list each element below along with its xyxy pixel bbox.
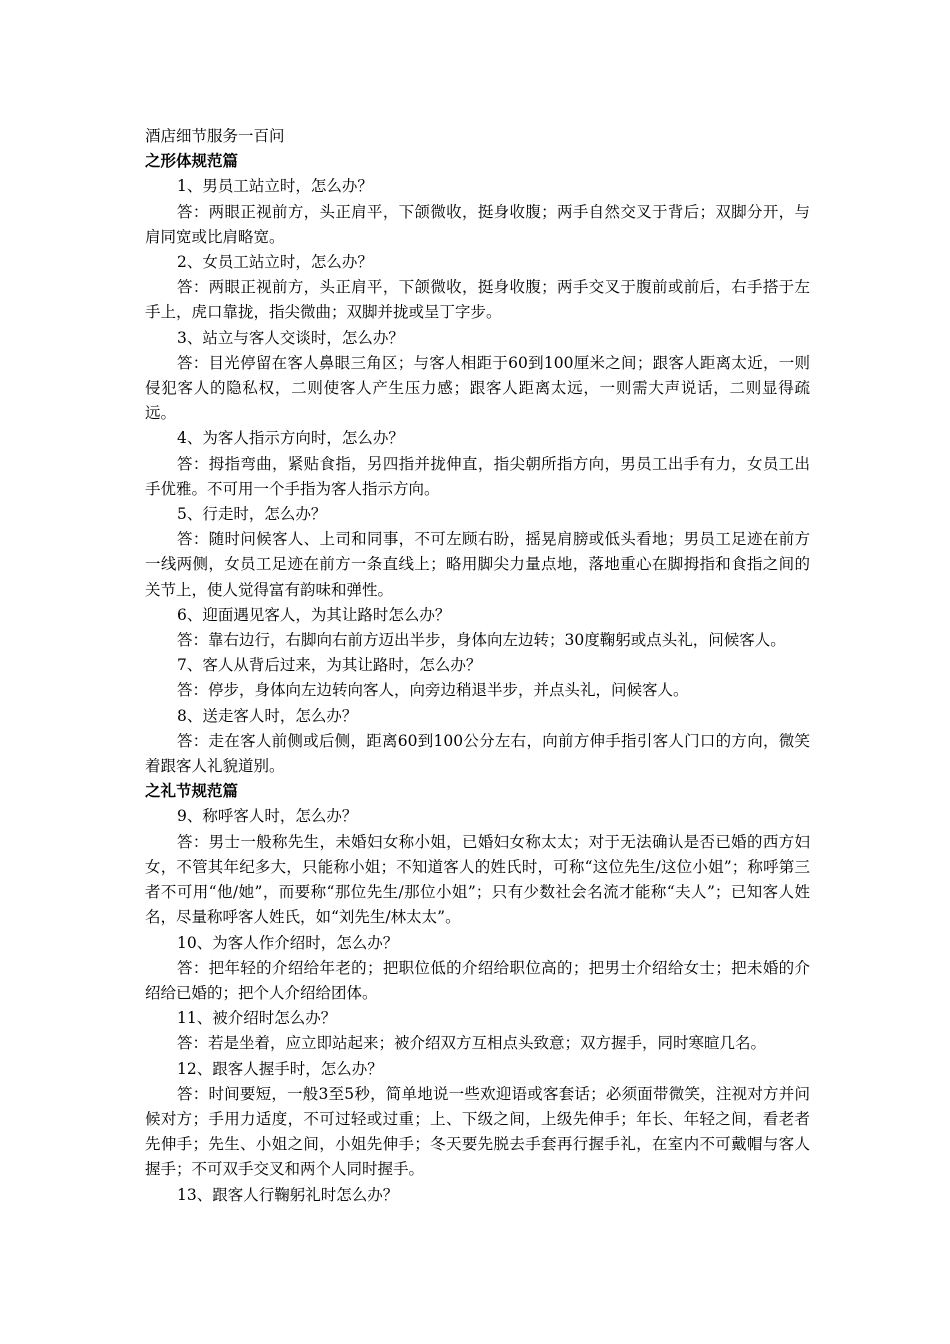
section-heading: 之礼节规范篇 (145, 782, 239, 801)
document-page (145, 124, 810, 1208)
document-title: 酒店细节服务一百问 (145, 127, 285, 145)
answer: 答：靠右边行，右脚向右前方迈出半步，身体向左边转；30度鞠躬或点头礼，问候客人。 (177, 631, 786, 650)
question: 3、站立与客人交谈时，怎么办？ (177, 328, 404, 347)
document-body (145, 149, 810, 1208)
question: 11、被介绍时怎么办？ (177, 1009, 337, 1028)
answer: 答：随时问候客人、上司和同事，不可左顾右盼，摇晃肩膀或低头看地；男员工足迹在前方一线两侧，女员工足迹在前方一条直线上；略用脚尖力量点地，落地重心在脚拇指和食指之间的关节上，使人觉得富有韵味和弹性。 (145, 530, 810, 599)
question: 9、称呼客人时，怎么办？ (177, 807, 358, 826)
answer: 答：目光停留在客人鼻眼三角区；与客人相距于60到100厘米之间；跟客人距离太近，一则侵犯客人的隐私权，二则使客人产生压力感；跟客人距离太远，一则需大声说话，二则显得疏远。 (145, 353, 810, 423)
answer: 答：拇指弯曲，紧贴食指，另四指并拢伸直，指尖朝所指方向，男员工出手有力，女员工出手优雅。不可用一个手指为客人指示方向。 (145, 454, 810, 498)
question: 13、跟客人行鞠躬礼时怎么办？ (177, 1185, 399, 1204)
question: 7、客人从背后过来，为其让路时，怎么办？ (177, 656, 482, 675)
answer: 答：把年轻的介绍给年老的；把职位低的介绍给职位高的；把男士介绍给女士；把未婚的介绍给已婚的；把个人介绍给团体。 (145, 958, 810, 1002)
answer: 答：若是坐着，应立即站起来；被介绍双方互相点头致意；双方握手，同时寒暄几名。 (177, 1034, 767, 1053)
question: 2、女员工站立时，怎么办？ (177, 253, 373, 272)
question: 6、迎面遇见客人，为其让路时怎么办？ (177, 605, 451, 624)
question: 4、为客人指示方向时，怎么办？ (177, 429, 404, 448)
question: 12、跟客人握手时，怎么办？ (177, 1059, 383, 1078)
question: 10、为客人作介绍时，怎么办？ (177, 933, 399, 952)
question: 8、送走客人时，怎么办？ (177, 706, 358, 725)
answer: 答：两眼正视前方，头正肩平，下颌微收，挺身收腹；两手自然交叉于背后；双脚分开，与肩同宽或比肩略宽。 (145, 202, 810, 246)
question: 5、行走时，怎么办？ (177, 505, 327, 524)
section-heading: 之形体规范篇 (145, 152, 239, 171)
answer: 答：男士一般称先生，未婚妇女称小姐，已婚妇女称太太；对于无法确认是否已婚的西方妇女，不管其年纪多大，只能称小姐；不知道客人的姓氏时，可称“这位先生/这位小姐”；称呼第三者不可用“他/她”，而要称“那位先生/那位小姐”；只有少数社会名流才能称“夫人”；已知客人姓名，尽量称呼客人姓氏，如“刘先生/林太太”。 (145, 832, 810, 927)
answer: 答：两眼正视前方，头正肩平，下颌微收，挺身收腹；两手交叉于腹前或前后，右手搭于左手上，虎口靠拢，指尖微曲；双脚并拢或呈丁字步。 (145, 278, 810, 322)
answer: 答：走在客人前侧或后侧，距离60到100公分左右，向前方伸手指引客人门口的方向，微笑着跟客人礼貌道别。 (145, 731, 810, 776)
question: 1、男员工站立时，怎么办？ (177, 177, 373, 196)
answer: 答：时间要短，一般3至5秒，简单地说一些欢迎语或客套话；必须面带微笑，注视对方并问候对方；手用力适度，不可过轻或过重；上、下级之间，上级先伸手；年长、年轻之间，看老者先伸手；先生、小姐之间，小姐先伸手；冬天要先脱去手套再行握手礼，在室内不可戴帽与客人握手；不可双手交叉和两个人同时握手。 (145, 1084, 810, 1179)
answer: 答：停步，身体向左边转向客人，向旁边稍退半步，并点头礼，问候客人。 (177, 681, 689, 700)
